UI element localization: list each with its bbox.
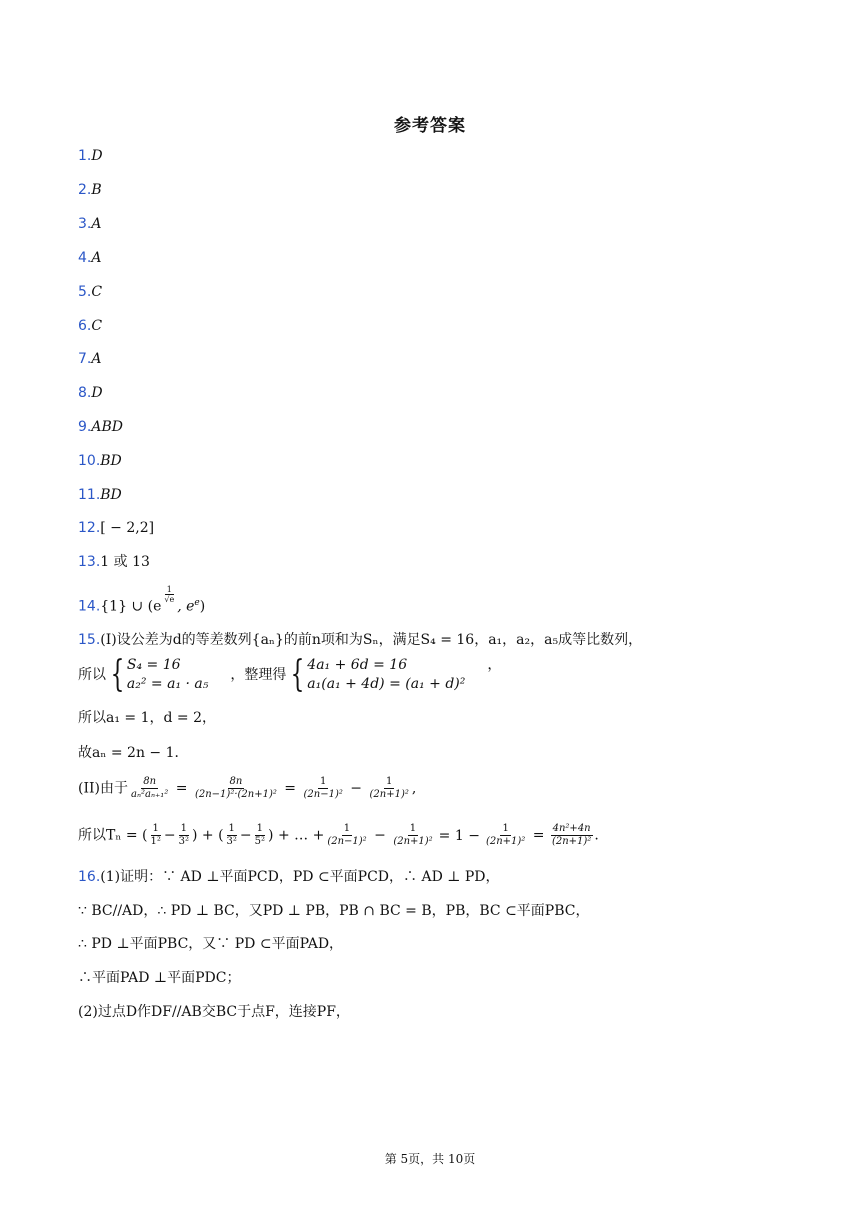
answer-value: 1 或 13 xyxy=(100,554,150,570)
answer-6 xyxy=(78,317,102,335)
answer-number: 10. xyxy=(78,453,101,469)
q16-text: (2)过点D作DF//AB交BC于点F，连接PF， xyxy=(78,1004,350,1020)
brace-icon: { xyxy=(110,654,125,695)
fraction-denominator: (2n−1)²·(2n+1)² xyxy=(194,789,277,800)
fraction xyxy=(550,823,593,848)
answer-number: 5. xyxy=(78,284,92,300)
fraction-denominator: (2n−1)² xyxy=(303,789,343,800)
fraction-numerator: 1 xyxy=(166,585,172,594)
answer-3 xyxy=(78,215,101,233)
fraction-denominator: 1² xyxy=(150,836,161,847)
fraction xyxy=(177,823,191,848)
fraction-numerator: 8n xyxy=(143,776,157,787)
q15-text: = 1 − xyxy=(438,827,480,844)
fraction-denominator: (2n+1)² xyxy=(393,836,433,847)
answer-4 xyxy=(78,249,101,267)
answer-number: 15. xyxy=(78,632,101,648)
exponent-fraction xyxy=(162,585,176,604)
fraction xyxy=(484,823,527,848)
answer-value: C xyxy=(91,318,103,334)
answer-value: {1} ∪ (e xyxy=(100,598,162,615)
answer-close: ) xyxy=(199,598,206,615)
fraction-denominator: 5² xyxy=(254,836,266,847)
fraction-denominator: (2n+1)² xyxy=(369,789,409,800)
q16-line-3 xyxy=(78,935,343,953)
answer-2 xyxy=(78,181,102,199)
answer-value: C xyxy=(91,284,103,300)
q15-line-5: (II)由于 $\frac{8n}{\text{aₙ²aₙ₊₁²}}$ = $\frac{8n}{\text{(2n−1)²·(2n+1)²}}$ = $\frac{1}{\text{(2n−1)²}}$ − $\frac{1}{\text{(2n+1)²}}$ , xyxy=(78,776,417,800)
fraction-numerator: 8n xyxy=(229,776,243,787)
fraction-numerator: 1 xyxy=(152,823,159,834)
answer-number: 14. xyxy=(78,598,101,615)
answer-number: 4. xyxy=(78,250,92,266)
q16-text: ∴平面PAD ⊥平面PDC； xyxy=(78,970,241,986)
fraction-numerator: 1 xyxy=(409,823,417,834)
answer-value: [ − 2,2] xyxy=(100,520,155,536)
fraction xyxy=(368,776,411,801)
fraction-denominator: (2n−1)² xyxy=(327,836,367,847)
fraction-numerator: 1 xyxy=(385,776,393,787)
answer-10 xyxy=(78,452,122,470)
fraction-numerator: 1 xyxy=(319,776,327,787)
q15-line-1 xyxy=(78,631,642,649)
q15-text: ， xyxy=(487,657,502,673)
answer-14 xyxy=(78,585,206,616)
answer-value: D xyxy=(91,385,103,401)
answer-value: BD xyxy=(100,453,122,469)
q15-text: (II)由于 xyxy=(78,780,128,797)
answer-number: 1. xyxy=(78,148,92,164)
answer-12 xyxy=(78,519,154,537)
fraction-numerator: 1 xyxy=(180,823,187,834)
q15-line-2 xyxy=(78,656,501,694)
system-eq: a₁(a₁ + 4d) = (a₁ + d)² xyxy=(307,676,466,692)
q15-text: 故aₙ = 2n − 1． xyxy=(78,745,189,761)
equation-system-2 xyxy=(286,656,465,694)
equation-system-1 xyxy=(106,656,208,694)
answer-7 xyxy=(78,350,101,368)
fraction-denominator: aₙ²aₙ₊₁² xyxy=(130,789,169,800)
fraction xyxy=(253,823,267,848)
q15-text: 所以a₁ = 1，d = 2， xyxy=(78,710,216,726)
q15-text: ) + … + xyxy=(268,827,325,844)
fraction-numerator: 4n²+4n xyxy=(552,823,591,834)
fraction-numerator: 1 xyxy=(343,823,351,834)
fraction xyxy=(325,823,368,848)
answer-number: 3. xyxy=(78,216,92,232)
q15-text: 所以Tₙ = ( xyxy=(78,827,148,844)
answer-5 xyxy=(78,283,102,301)
fraction-numerator: 1 xyxy=(256,823,264,834)
fraction-denominator: (2n+1)² xyxy=(485,836,526,847)
q16-line-5 xyxy=(78,1003,350,1021)
fraction-denominator: √e xyxy=(164,595,175,604)
answer-number: 9. xyxy=(78,419,92,435)
answer-value: B xyxy=(91,182,102,198)
answer-number: 11. xyxy=(78,487,101,503)
answer-value: D xyxy=(91,148,103,164)
fraction xyxy=(302,776,345,801)
system-eq: 4a₁ + 6d = 16 xyxy=(307,657,408,673)
q16-text: ∵ BC//AD，∴ PD ⊥ BC，又PD ⊥ PB，PB ∩ BC = B，PB，BC ⊂平面PBC， xyxy=(78,903,590,919)
answer-11 xyxy=(78,486,122,504)
answer-number: 12. xyxy=(78,520,101,536)
q15-text: ，整理得 xyxy=(230,667,287,683)
fraction xyxy=(149,823,163,848)
answer-number: 8. xyxy=(78,385,92,401)
answer-number: 7. xyxy=(78,351,92,367)
tail-exponent: e xyxy=(194,597,200,608)
q16-line-1 xyxy=(78,868,500,886)
answer-13 xyxy=(78,553,150,571)
answer-number: 6. xyxy=(78,318,92,334)
system-eq: S₄ = 16 xyxy=(126,657,181,673)
fraction xyxy=(391,823,434,848)
fraction-numerator: 1 xyxy=(502,823,509,834)
fraction-denominator: (2n+1)² xyxy=(551,836,592,847)
answer-value: A xyxy=(91,216,102,232)
q15-line-6: 所以Tₙ = ( $\frac{1}{\text{1²}}$ − $\frac{1}{\text{3²}}$ ) + ( $\frac{1}{\text{3²}}$ − $\frac{1}{\text{5²}}$ ) + … + $\frac{1}{\text{(2n−1)²}}$ − $\frac{1}{\text{(2n+1)²}}$ = 1 − $\frac{1}{\text{(2n+1)²}}$ = $\frac{\text{4n²+4n}}{\text{(2n+1)²}}$ . xyxy=(78,823,599,847)
page-footer: 第 5页，共 10页 xyxy=(384,1152,476,1166)
answer-value: BD xyxy=(100,487,122,503)
answer-tail: , e xyxy=(177,598,195,615)
q15-text: 所以 xyxy=(78,667,106,683)
q16-text: ∴ PD ⊥平面PBC，又∵ PD ⊂平面PAD， xyxy=(78,936,344,952)
answer-value: ABD xyxy=(91,419,123,435)
fraction xyxy=(225,823,239,848)
answer-value: A xyxy=(91,250,102,266)
q15-line-4 xyxy=(78,744,189,762)
fraction-numerator: 1 xyxy=(228,823,235,834)
answer-1 xyxy=(78,147,103,165)
answer-9 xyxy=(78,418,123,436)
answer-value: A xyxy=(91,351,102,367)
fraction-denominator: 3² xyxy=(226,836,237,847)
answer-number: 13. xyxy=(78,554,101,570)
q16-text: (1)证明：∵ AD ⊥平面PCD，PD ⊂平面PCD，∴ AD ⊥ PD， xyxy=(100,869,500,885)
fraction-denominator: 3² xyxy=(178,836,189,847)
answer-8 xyxy=(78,384,103,402)
fraction xyxy=(193,776,279,801)
page-title: 参考答案 xyxy=(394,116,466,136)
brace-icon: { xyxy=(290,654,305,695)
q16-line-2 xyxy=(78,902,589,920)
system-eq: a₂² = a₁ · a₅ xyxy=(126,676,209,692)
q16-line-4 xyxy=(78,969,240,987)
fraction xyxy=(129,776,170,801)
q15-line-3 xyxy=(78,709,216,727)
q15-text: (I)设公差为d的等差数列{aₙ}的前n项和为Sₙ，满足S₄ = 16，a₁，a₂，a₅成等比数列， xyxy=(100,632,643,648)
answer-number: 16. xyxy=(78,869,101,885)
answer-number: 2. xyxy=(78,182,92,198)
